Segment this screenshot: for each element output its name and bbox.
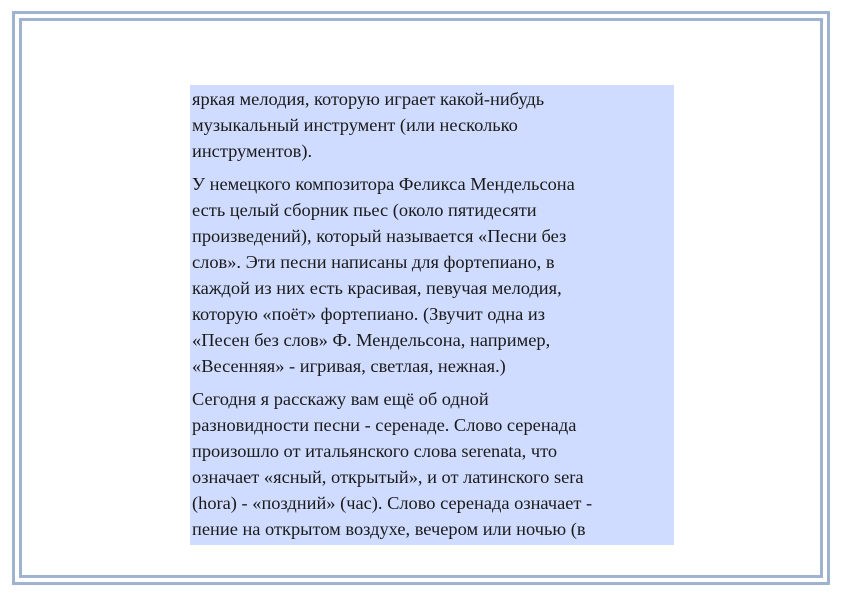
text-line: которую «поёт» фортепиано. (Звучит одна из	[192, 304, 546, 324]
text-line: произошло от итальянского слова serenata, что	[192, 441, 558, 461]
text-line: пение на открытом воздухе, вечером или ночью (в	[192, 519, 586, 539]
text-line: инструментов).	[192, 141, 313, 161]
paragraph-1	[192, 86, 672, 164]
text-line: есть целый сборник пьес (около пятидесяти	[192, 200, 537, 220]
text-line: произведений), который называется «Песни без	[192, 226, 567, 246]
text-line: каждой из них есть красивая, певучая мелодия,	[192, 278, 562, 298]
text-line: означает «ясный, открытый», и от латинского sera	[192, 467, 584, 487]
paragraph-2	[192, 171, 672, 379]
text-line: У немецкого композитора Феликса Мендельсона	[192, 174, 575, 194]
text-line: «Песен без слов» Ф. Мендельсона, например,	[192, 330, 551, 350]
text-line: слов». Эти песни написаны для фортепиано, в	[192, 252, 555, 272]
paragraph-3	[192, 386, 672, 542]
text-line: яркая мелодия, которую играет какой-нибудь	[192, 89, 545, 109]
text-line: разновидности песни - серенаде. Слово серенада	[192, 415, 577, 435]
text-box	[190, 85, 674, 545]
text-line: (hora) - «поздний» (час). Слово серенада означает -	[192, 493, 593, 513]
text-line: «Весенняя» - игривая, светлая, нежная.)	[192, 356, 506, 376]
text-line: Сегодня я расскажу вам ещё об одной	[192, 389, 489, 409]
text-line: музыкальный инструмент (или несколько	[192, 115, 518, 135]
